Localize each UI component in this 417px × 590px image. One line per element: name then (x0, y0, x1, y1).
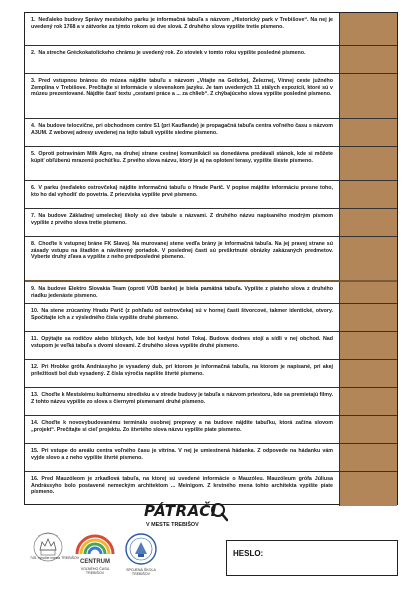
question-body: V parku (neďaleko ostrovčeka) nájdite informačnú tabuľu o Hrade Parič. V popise májdite informáciu presne toho, kto ho dal vyhodiť do povetria. Z priezviska vypíšte prvé písmeno. (31, 185, 333, 198)
question-body: Na stene zrúcaniny Hradu Parič (z pohľadu od ostrovčeka) sú v hornej časti štvorcové, takmer identické, otvory. Spočítajte ich a z výsledného čísla vypíšte druhé písmeno. (31, 308, 333, 321)
answer-box[interactable] (339, 74, 397, 118)
question-number: 14. (31, 420, 39, 426)
question-row (25, 13, 397, 46)
question-text (25, 13, 339, 45)
question-body: Na budove Základnej umeleckej školy sú dve tabule s názvami. Z druhého názvu napísaného modrým písmom vypíšte z prvého slova tretie písmeno. (31, 213, 333, 226)
question-text (25, 46, 339, 73)
question-body: Pri Hrobke grófa Andrássyho je vysadený dub, pri ktorom je informačná tabuľa, na ktorom je napísané, pri akej príležitosti bol dub vysadený. Z čísla výročia napíšte štvrté písmeno. (31, 364, 333, 377)
question-text (25, 444, 339, 471)
question-number: 10. (31, 308, 39, 314)
question-number: 1. (31, 17, 36, 23)
question-number: 9. (31, 286, 36, 292)
answer-box[interactable] (339, 444, 397, 471)
answer-box[interactable] (339, 46, 397, 73)
question-body: Na streche Gréckokatolíckeho chrámu je uvedený rok. Zo stoviek v tomto roku vypíšte posledné písmeno. (38, 50, 306, 56)
question-text (25, 181, 339, 208)
answer-box[interactable] (339, 416, 397, 443)
question-text (25, 209, 339, 236)
question-row (25, 181, 397, 209)
question-row (25, 388, 397, 416)
answer-box[interactable] (339, 304, 397, 331)
question-number: 7. (31, 213, 36, 219)
page-title: PÁTRAČI (144, 502, 217, 520)
answer-box[interactable] (339, 282, 397, 303)
question-body: Choďte k Mestskému kultúrnemu stredisku a v strede budovy je tabuľa s názvom priestoru, kde sa premietajú filmy. Z tohto názvu vypíšte zo slova s čiernymi písmenami druhé písmeno. (31, 392, 333, 405)
question-number: 4. (31, 123, 36, 129)
magnifier-icon (210, 502, 228, 522)
question-number: 13. (31, 392, 39, 398)
question-body: Pri vstupe do areálu centra voľného času je vitrína. V nej je umiestnená hádanka. Z odpovede na hádanku vám vyjde slovo a z neho vypíšte štvrté písmeno. (31, 448, 333, 461)
question-row (25, 46, 397, 74)
question-number: 6. (31, 185, 36, 191)
centrum-logo (72, 526, 118, 576)
question-body: Pred Mauzóleom je zrkadlová tabuľa, na ktorej sú uvedené informácie o Mauzóleu. Mauzóleum grófa Júliusa Andrássyho bolo postavené nemeckým architektom ... Meinigom. Z krstného mena tohto architekta vypíšte piate písmeno. (31, 476, 333, 496)
question-body: Oproti potravinám Milk Agro, na druhej strane cestnej komunikácii sa donedávna predávali stánok, kde si môžete kúpiť obľúbenú mrazenú pochúťku. Z prvého slova názvu, ktorý je aj na oplotení terasy, vypíšte šieste písmeno. (31, 151, 333, 164)
question-body: Choďte k novovybudovanému terminálu osobnej prepravy a na budove nájdite tabuľku, ktorá začína slovom „projekt“. Prečítajte si cieľ projektu. Zo štvrtého slova názvu vypíšte piate písmeno. (31, 420, 333, 433)
question-text (25, 304, 339, 331)
question-row (25, 444, 397, 472)
answer-box[interactable] (339, 119, 397, 146)
question-number: 15. (31, 448, 39, 454)
school-logo-caption: SPOJENÁ ŠKOLA TREBIŠOV (126, 568, 156, 577)
question-row (25, 332, 397, 360)
question-number: 16. (31, 476, 39, 482)
question-number: 2. (31, 50, 36, 56)
question-body: Na budove telocvične, pri obchodnom centre S1 (pri Kauflande) je propagačná tabuľa centra voľného času s názvom A3UM. Z webovej adresy uvedenej na tejto tabuli vypíšte siedme písmeno. (31, 123, 333, 136)
question-body: Neďaleko budovy Správy mestského parku je informačná tabuľa s názvom „Historický park v Trebišove“. Na nej je uvedený rok 1768 a v zátvorke za týmto rokom sú dve slová. Z druhého slova vypíšte tretie písmeno. (31, 17, 333, 30)
answer-box[interactable] (339, 209, 397, 236)
question-row (25, 282, 397, 304)
question-text (25, 332, 339, 359)
answer-box[interactable] (339, 237, 397, 280)
page-subtitle: V MESTE TREBIŠOV (146, 522, 199, 528)
question-row (25, 119, 397, 147)
question-body: Pred vstupnou bránou do múzea nájdite tabuľu s názvom „Vitajte na Gotickej, Železnej, Vínnej ceste južného Zemplína v Trebišove. Prečítajte si informácie v slovenskom jazyku. Je tam uvedených 11 stálych expozícií, ktoré sú v múzeu prezentované. Nájdite časť textu „cestami práce a ... za chlieb“. Z chýbajúceho slova vypíšte posledné písmeno. (31, 78, 333, 98)
question-row (25, 360, 397, 388)
question-sheet (24, 12, 398, 505)
answer-box[interactable] (339, 388, 397, 415)
answer-box[interactable] (339, 472, 397, 506)
answer-box[interactable] (339, 13, 397, 45)
question-text (25, 282, 339, 303)
question-row (25, 237, 397, 282)
question-row (25, 416, 397, 444)
answer-box[interactable] (339, 360, 397, 387)
answer-box[interactable] (339, 181, 397, 208)
question-text (25, 237, 339, 280)
question-text (25, 388, 339, 415)
question-text (25, 416, 339, 443)
question-row (25, 304, 397, 332)
centrum-logo-name: CENTRUM (80, 559, 110, 565)
question-number: 8. (31, 241, 36, 247)
city-logo-caption: 745. výročie mesta TREBIŠOV (30, 556, 80, 560)
question-body: Na budove Elektro Slovakia Team (oproti VÚB banke) je biela pamätná tabuľa. Vypíšte z piateho slova z druhého riadku jedenáste písmeno. (31, 286, 333, 299)
question-body: Choďte k vstupnej bráne FK Slavoj. Na murovanej stene vedľa brány je informačná tabuľa. Na jej pravej strane sú zásady vstupu na štadión a návštevný poriadok. V poslednej časti sú preškrtnuté obrázky zakázaných predmetov. Vyberte druhý zľava a vypíšte z neho predposledné písmeno. (31, 241, 333, 261)
question-body: Opýtajte sa rodičov alebo blízkych, kde bol kedysi hotel Tokaj. Budova dodnes stojí a sídli v nej obchod. Nad vstupom je veľká tabuľa s dvomi slovami. Z druhého slova vypíšte druhé písmeno. (31, 336, 333, 349)
password-label: HESLO: (233, 549, 264, 558)
question-row (25, 74, 397, 119)
city-anniversary-logo (30, 530, 80, 568)
question-text (25, 74, 339, 118)
answer-box[interactable] (339, 332, 397, 359)
title-block (140, 500, 230, 538)
question-row (25, 147, 397, 181)
password-answer-box[interactable] (226, 540, 398, 576)
question-number: 5. (31, 151, 36, 157)
question-text (25, 360, 339, 387)
answer-box[interactable] (339, 147, 397, 180)
question-number: 11. (31, 336, 39, 342)
question-number: 12. (31, 364, 39, 370)
question-row (25, 209, 397, 237)
question-text (25, 119, 339, 146)
centrum-logo-caption: VOĽNÉHO ČASU TREBIŠOV (80, 567, 110, 576)
question-text (25, 147, 339, 180)
question-number: 3. (31, 78, 36, 84)
